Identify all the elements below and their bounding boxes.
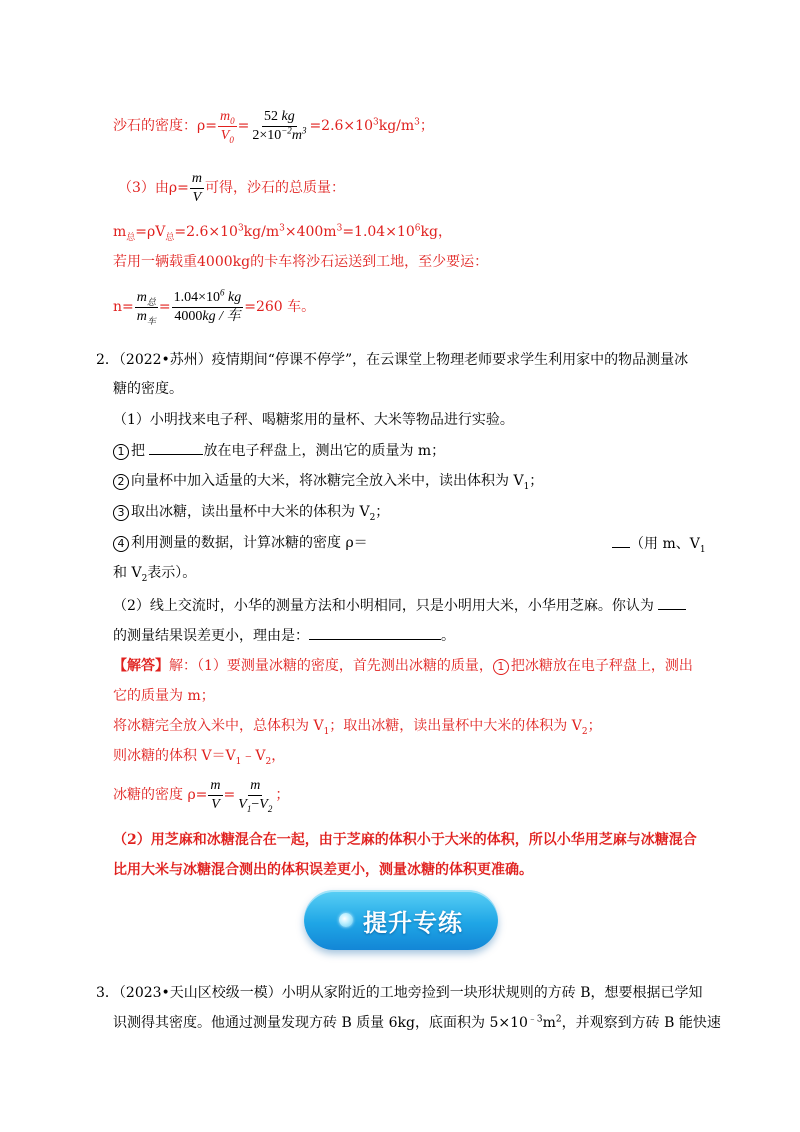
q2-part1: （1）小明找来电子秤、喝糖浆用的量杯、大米等物品进行实验。 xyxy=(113,412,514,428)
q2-step3: 3 取出冰糖，读出量杯中大米的体积为 $V_2$； xyxy=(113,502,389,522)
blank-1 xyxy=(149,440,203,455)
improve-practice-banner xyxy=(304,890,498,950)
value-fraction: $\frac{52 kg}{2\times 10^{-2}m^3}$ xyxy=(252,108,307,143)
q2-step4-blank: （用 m、$V_1$ xyxy=(612,533,706,554)
bubble-icon xyxy=(339,913,353,927)
blank-3 xyxy=(658,595,686,610)
m-total-over-m-truck-fraction: $\frac{m_总}{m_车}$ xyxy=(136,289,156,326)
banner-label: 提升专练 xyxy=(363,908,463,937)
q2-stem-line2: 糖的密度。 xyxy=(113,381,183,397)
density-formula-line: 沙石的密度：ρ= $\frac{m_0}{V_0}$ = $\frac{52 kg}{2\times 10^{-2}m^3}$ $=2.6\times 10^3kg/m^3$； xyxy=(113,108,434,145)
trips-formula-line: n= $\frac{m_总}{m_车}$ = $\frac{1.04\times 10^6 kg}{\text{4000kg / 车}}$ =260 车。 xyxy=(113,286,316,326)
density-prefix: 沙石的密度：ρ= xyxy=(113,118,217,134)
q2-step1: 1 把 放在电子秤盘上，测出它的质量为 m； xyxy=(113,440,445,461)
total-mass-line: $m_总=\rho V_总=2.6\times 10^3kg/m^3\times 400m^3=1.04\times 10^6kg$， xyxy=(113,223,452,243)
circled-4-icon: 4 xyxy=(113,536,129,552)
q2-step2: 2 向量杯中加入适量的大米，将冰糖完全放入米中，读出体积为 $V_1$； xyxy=(113,471,543,491)
truck-line: 若用一辆载重4000kg的卡车将沙石运送到工地，至少要运： xyxy=(113,254,489,270)
circled-1-icon: 1 xyxy=(113,444,129,460)
m-over-v-fraction: $\frac{m}{V}$ xyxy=(191,170,202,205)
q3-stem-line2: 识测得其密度。他通过测量发现方砖 B 质量 6kg，底面积为 $5\times 10^{﹣3}m^2$，并观察到方砖 B 能快速 xyxy=(113,1014,721,1031)
rho-m-over-v-diff-fraction: $\frac{m}{V_1-V_2}$ xyxy=(238,777,273,814)
q2-part2: （2）线上交流时，小华的测量方法和小明相同，只是小明用大米，小华用芝麻。你认为 xyxy=(113,595,686,616)
ans2-line5: 冰糖的密度 ρ= $\frac{m}{V}$ = $\frac{m}{V_1-V_2}$ ； xyxy=(113,777,290,814)
ans2-line3: 将冰糖完全放入米中，总体积为 $V_1$；取出冰糖，读出量杯中大米的体积为 $V_2$； xyxy=(113,718,602,737)
rho-m-over-v-fraction: $\frac{m}{V}$ xyxy=(210,777,221,812)
blank-2 xyxy=(612,533,630,548)
circled-2-icon: 2 xyxy=(113,474,129,490)
ans2-line6: （2）用芝麻和冰糖混合在一起，由于芝麻的体积小于大米的体积，所以小华用芝麻与冰糖混合 xyxy=(113,832,697,848)
circled-3-icon: 3 xyxy=(113,505,129,521)
ans2-line1: 【解答】解：（1）要测量冰糖的密度，首先测出冰糖的质量， 1 把冰糖放在电子秤盘上，测出 xyxy=(113,658,693,674)
m0-over-v0-fraction: $\frac{m_0}{V_0}$ xyxy=(219,108,235,145)
q2-step4-cont: 和 $V_2$表示）。 xyxy=(113,565,197,584)
trips-value-fraction: $\frac{1.04\times 10^6 kg}{\text{4000kg / 车}}$ xyxy=(173,286,242,324)
circled-1-icon: 1 xyxy=(493,659,509,675)
q2-stem-line1: 2．（2022•苏州）疫情期间“停课不停学”，在云课堂上物理老师要求学生利用家中的物品测量冰 xyxy=(96,352,689,368)
q2-step4: 4 利用测量的数据，计算冰糖的密度 ρ＝ xyxy=(113,533,368,553)
q3-stem-line1: 3．（2023•天山区校级一模）小明从家附近的工地旁捡到一块形状规则的方砖 B，想要根据已学知 xyxy=(96,985,703,1001)
ans2-line2: 它的质量为 m； xyxy=(113,688,215,704)
ans2-line4: 则冰糖的体积 $V=V_1﹣V_2$， xyxy=(113,748,286,767)
part3-line: （3）由ρ= $\frac{m}{V}$ 可得，沙石的总质量： xyxy=(118,170,345,205)
ans2-line7: 比用大米与冰糖混合测出的体积误差更小，测量冰糖的体积更准确。 xyxy=(113,862,533,878)
blank-4 xyxy=(309,625,441,640)
q2-part2-cont: 的测量结果误差更小，理由是： 。 xyxy=(113,625,455,646)
